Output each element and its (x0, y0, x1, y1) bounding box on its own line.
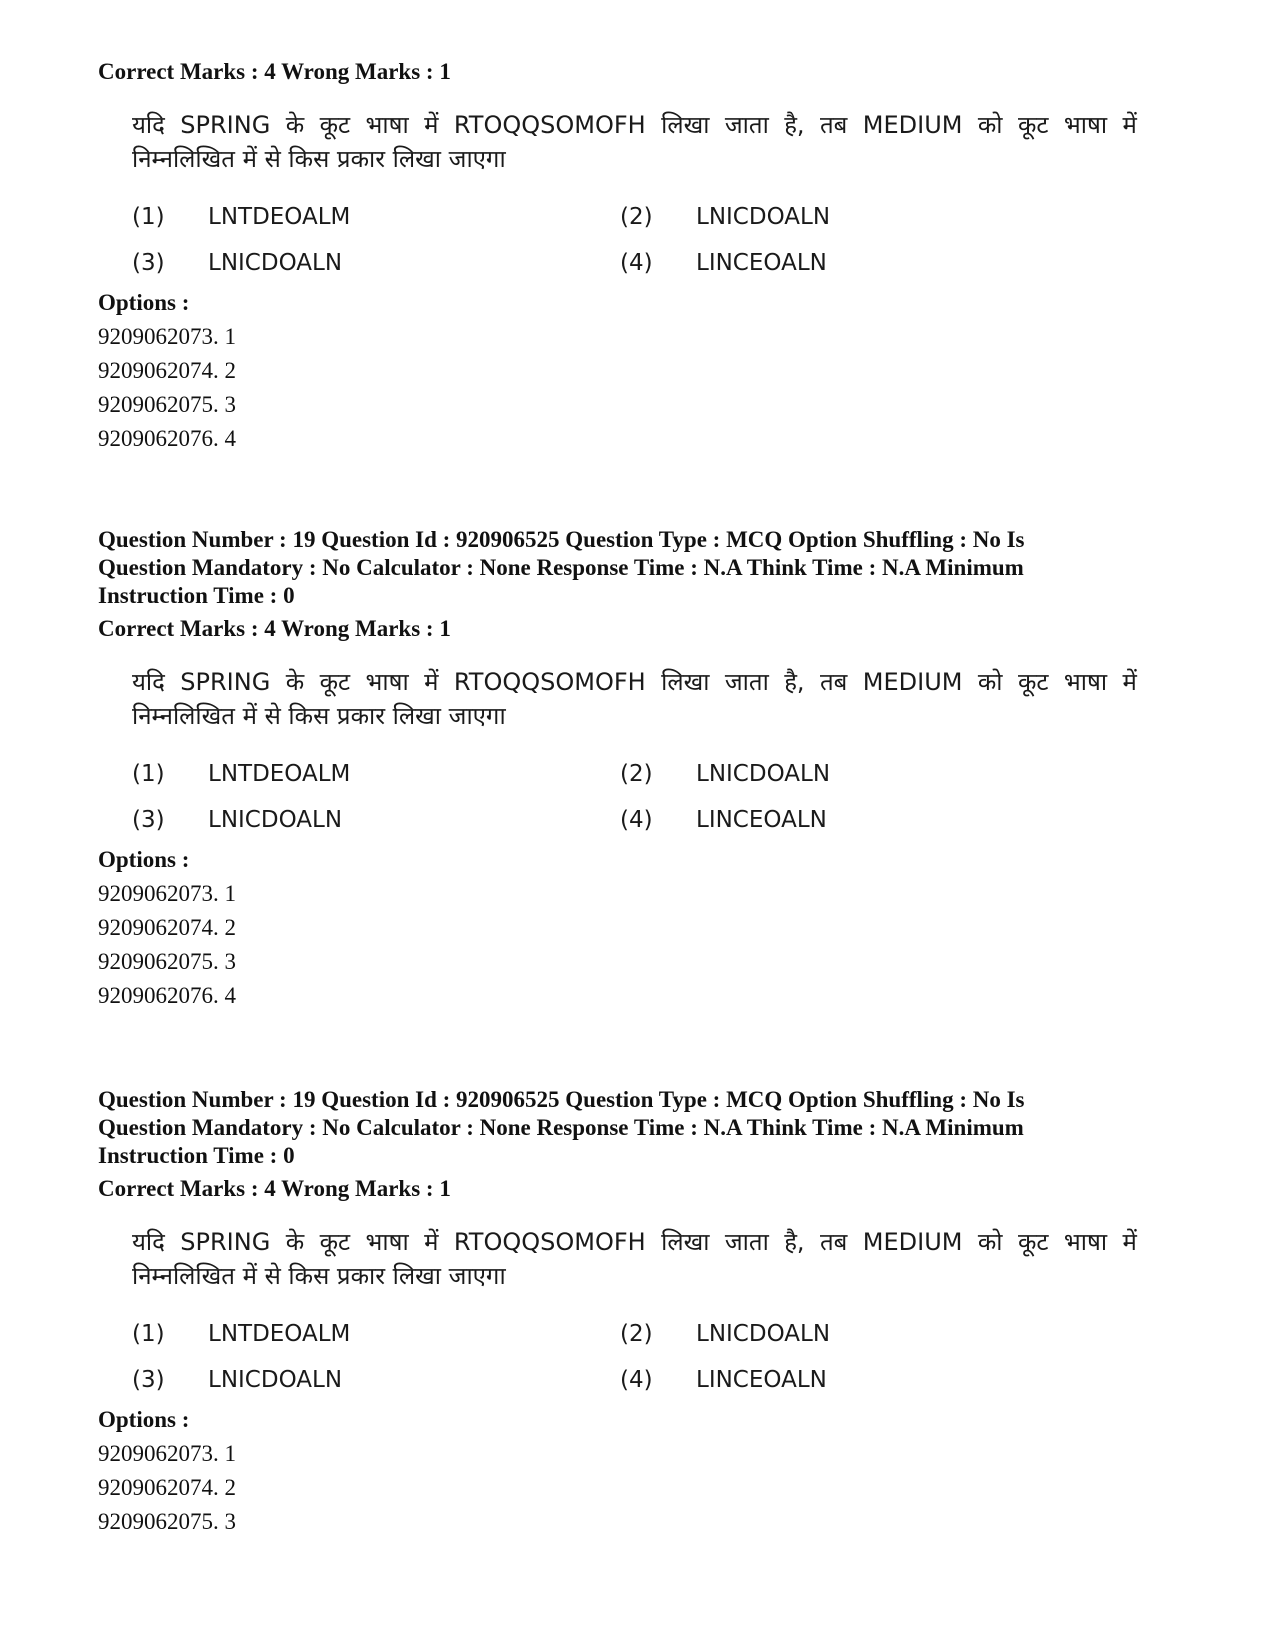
question-block-2 (98, 526, 1158, 1013)
choice-2: (2) LNICDOALN (620, 204, 831, 230)
choice-2: (2) LNICDOALN (620, 761, 831, 787)
question-meta-line: Question Number : 19 Question Id : 920906525 Question Type : MCQ Option Shuffling : No Is (98, 527, 1025, 552)
question-line-2: निम्नलिखित में से किस प्रकार लिखा जाएगा (132, 702, 506, 730)
answer-choices (132, 751, 1158, 843)
question-line-2: निम्नलिखित में से किस प्रकार लिखा जाएगा (132, 145, 506, 173)
choice-4: (4) LINCEOALN (620, 1367, 827, 1393)
choice-3: (3) LNICDOALN (132, 250, 343, 276)
question-line-2: निम्नलिखित में से किस प्रकार लिखा जाएगा (132, 1262, 506, 1290)
question-line-1: यदि SPRING के कूट भाषा में RTOQQSOMOFH लिखा जाता है, तब MEDIUM को कूट भाषा में (132, 668, 1137, 696)
option-id: 9209062073. 1 (98, 324, 236, 349)
question-block-1 (98, 58, 1158, 456)
option-id: 9209062073. 1 (98, 881, 236, 906)
question-text (132, 665, 1137, 733)
question-meta-line: Instruction Time : 0 (98, 583, 295, 608)
question-meta-line: Question Number : 19 Question Id : 920906525 Question Type : MCQ Option Shuffling : No Is (98, 1087, 1025, 1112)
marks-line: Correct Marks : 4 Wrong Marks : 1 (98, 1176, 451, 1201)
choice-1: (1) LNTDEOALM (132, 204, 351, 230)
choice-2: (2) LNICDOALN (620, 1321, 831, 1347)
question-line-1: यदि SPRING के कूट भाषा में RTOQQSOMOFH लिखा जाता है, तब MEDIUM को कूट भाषा में (132, 111, 1137, 139)
option-id: 9209062075. 3 (98, 392, 236, 417)
question-text (132, 108, 1137, 176)
option-id: 9209062074. 2 (98, 358, 236, 383)
options-label: Options : (98, 290, 190, 315)
answer-choices (132, 1311, 1158, 1403)
question-line-1: यदि SPRING के कूट भाषा में RTOQQSOMOFH लिखा जाता है, तब MEDIUM को कूट भाषा में (132, 1228, 1137, 1256)
choice-1: (1) LNTDEOALM (132, 1321, 351, 1347)
choice-3: (3) LNICDOALN (132, 1367, 343, 1393)
question-meta-line: Instruction Time : 0 (98, 1143, 295, 1168)
question-meta-line: Question Mandatory : No Calculator : None Response Time : N.A Think Time : N.A Minimum (98, 1115, 1024, 1140)
choice-4: (4) LINCEOALN (620, 250, 827, 276)
option-id: 9209062074. 2 (98, 1475, 236, 1500)
option-id: 9209062074. 2 (98, 915, 236, 940)
choice-1: (1) LNTDEOALM (132, 761, 351, 787)
option-id: 9209062075. 3 (98, 949, 236, 974)
choice-4: (4) LINCEOALN (620, 807, 827, 833)
question-block-3 (98, 1086, 1158, 1539)
option-id: 9209062076. 4 (98, 983, 236, 1008)
options-label: Options : (98, 847, 190, 872)
options-label: Options : (98, 1407, 190, 1432)
question-meta-line: Question Mandatory : No Calculator : None Response Time : N.A Think Time : N.A Minimum (98, 555, 1024, 580)
marks-line: Correct Marks : 4 Wrong Marks : 1 (98, 616, 451, 641)
answer-choices (132, 194, 1158, 286)
option-id: 9209062076. 4 (98, 426, 236, 451)
choice-3: (3) LNICDOALN (132, 807, 343, 833)
question-text (132, 1225, 1137, 1293)
option-id: 9209062073. 1 (98, 1441, 236, 1466)
marks-line: Correct Marks : 4 Wrong Marks : 1 (98, 59, 451, 84)
option-id: 9209062075. 3 (98, 1509, 236, 1534)
